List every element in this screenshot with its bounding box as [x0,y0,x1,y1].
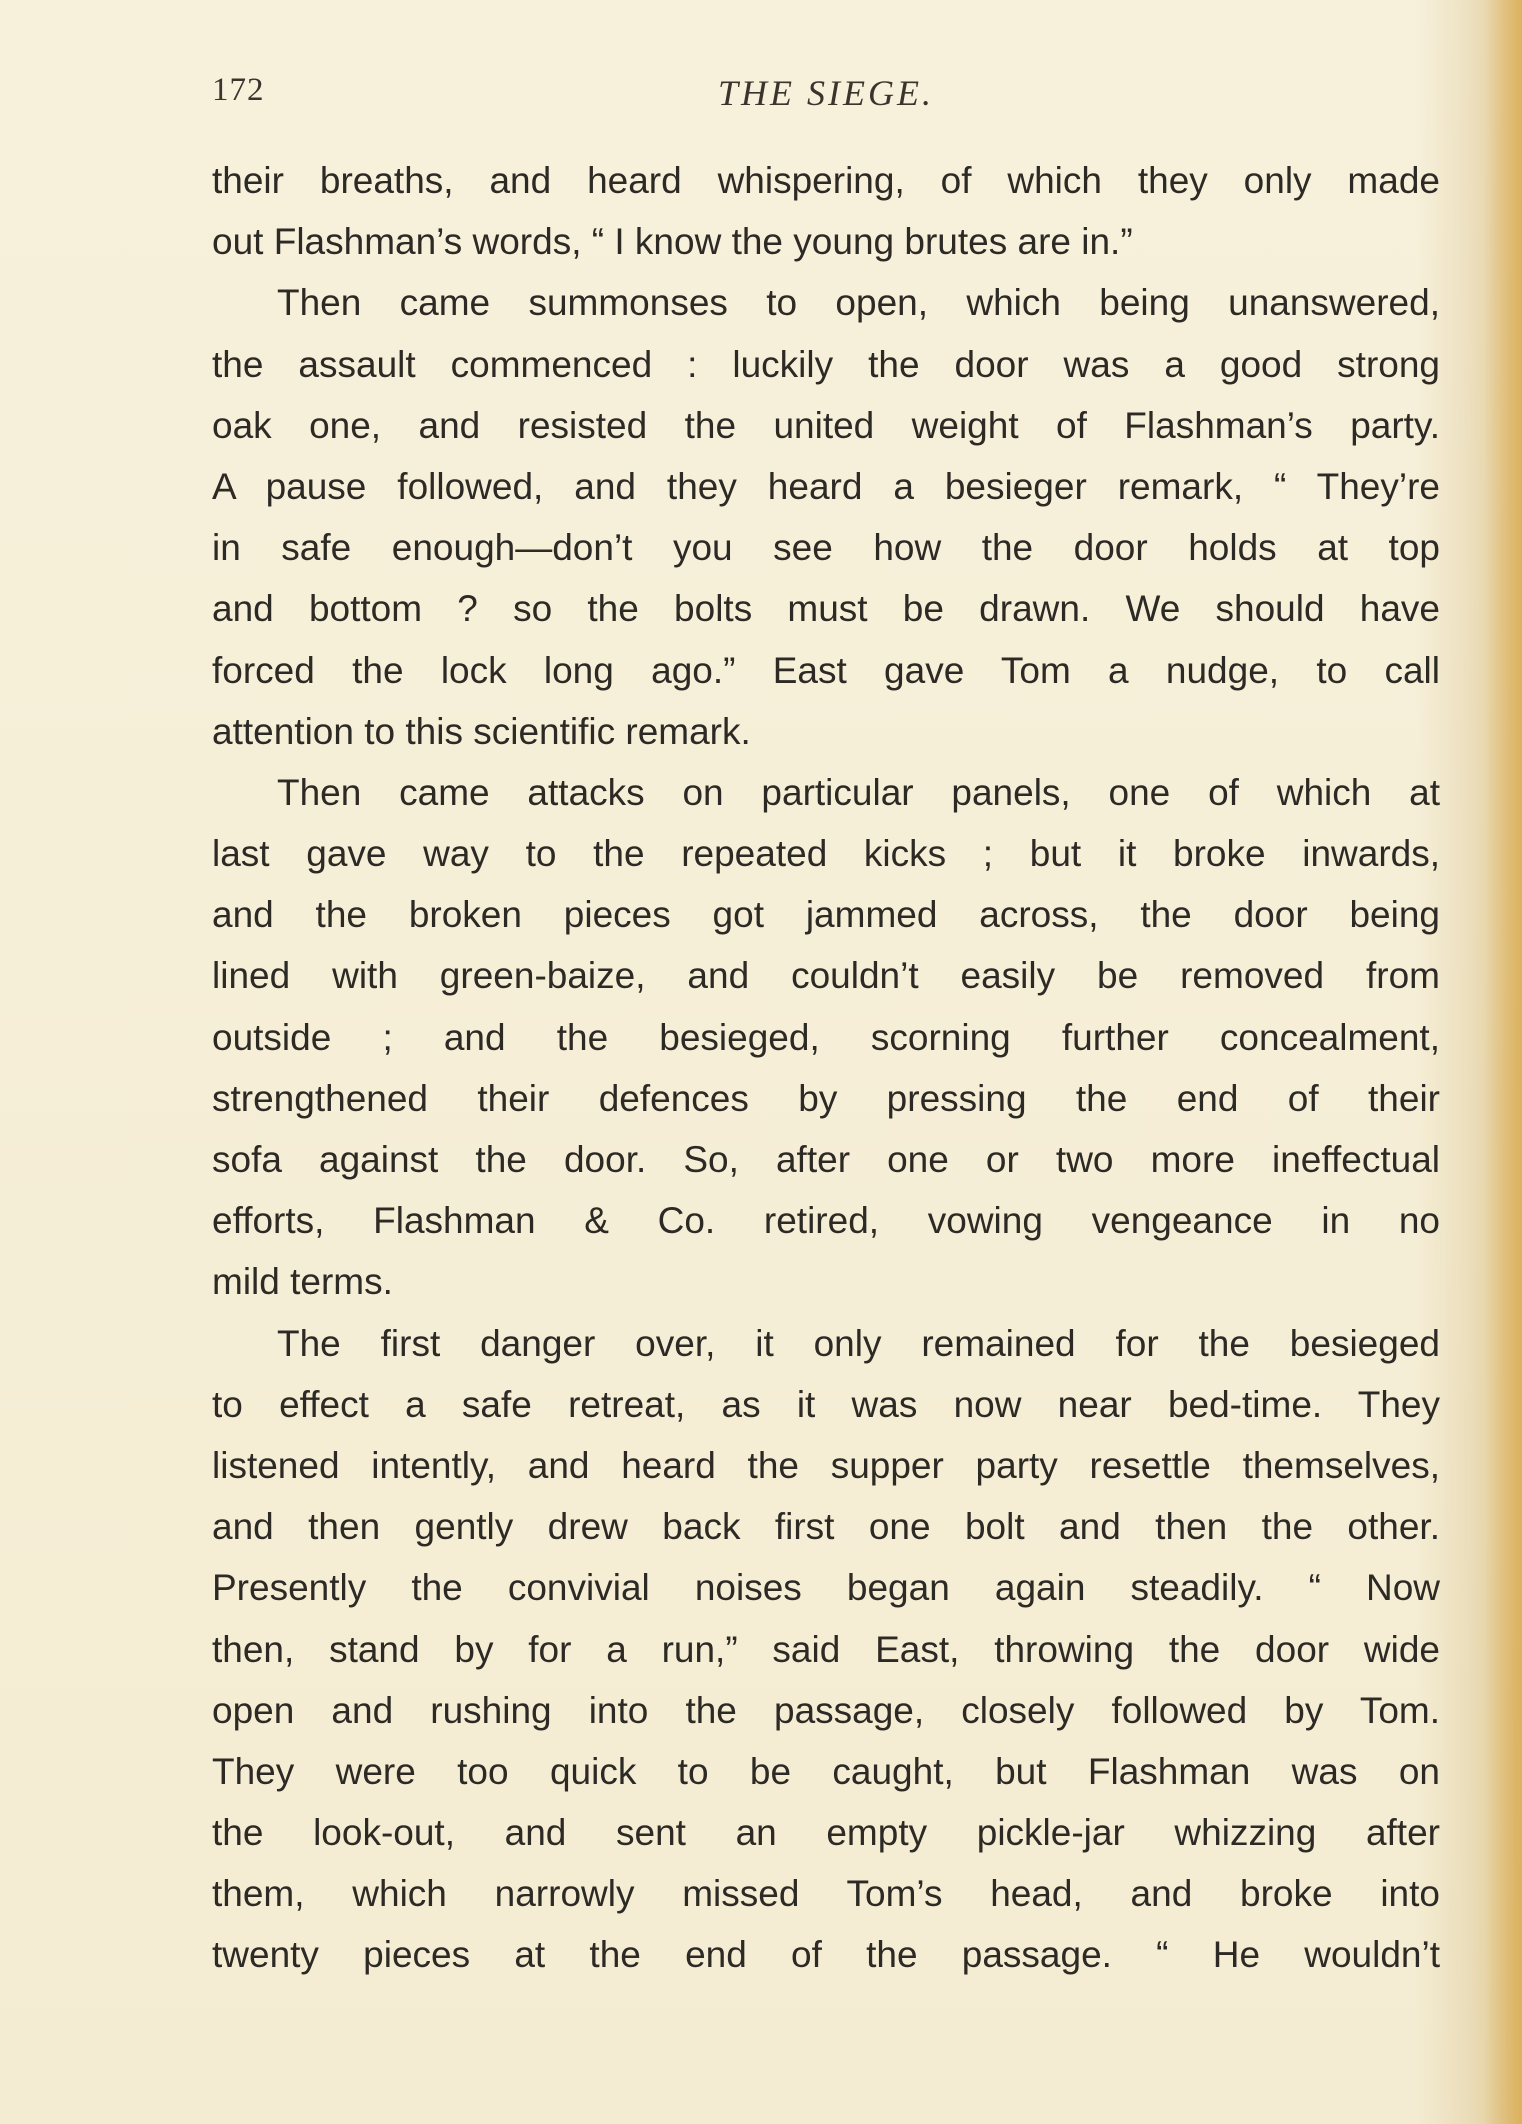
text-line: mild terms. [212,1261,393,1303]
page-edge-shading [1484,0,1522,2124]
text-line: oak one, and resisted the united weight of Flashman’s party. [212,404,1440,446]
paragraph-first-line: Then came attacks on particular panels, one of which at [277,771,1440,813]
text-line: strengthened their defences by pressing the end of their [212,1077,1440,1119]
text-line: Presently the convivial noises began again steadily. “ Now [212,1567,1440,1609]
text-line: listened intently, and heard the supper party resettle themselves, [212,1444,1440,1486]
running-head [212,72,1440,124]
text-line: A pause followed, and they heard a besieger remark, “ They’re [212,465,1440,507]
paragraph-first-line: The first danger over, it only remained for the besieged [277,1322,1440,1364]
text-line: lined with green-baize, and couldn’t easily be removed from [212,955,1440,997]
text-line: out Flashman’s words, “ I know the young brutes are in.” [212,221,1133,263]
text-line: and the broken pieces got jammed across, the door being [212,894,1440,936]
text-line: and then gently drew back first one bolt and then the other. [212,1506,1440,1548]
text-line: last gave way to the repeated kicks ; but it broke inwards, [212,833,1440,875]
text-line: them, which narrowly missed Tom’s head, and broke into [212,1873,1440,1915]
text-line: forced the lock long ago.” East gave Tom a nudge, to call [212,649,1440,691]
text-line: attention to this scientific remark. [212,710,751,752]
paragraph-first-line: Then came summonses to open, which being unanswered, [277,282,1440,324]
running-title: THE SIEGE. [718,73,934,113]
text-line: then, stand by for a run,” said East, throwing the door wide [212,1628,1440,1670]
text-line: twenty pieces at the end of the passage. “ He wouldn’t [212,1934,1440,1976]
text-line: sofa against the door. So, after one or two more ineffectual [212,1139,1440,1180]
text-line: their breaths, and heard whispering, of which they only made [212,160,1440,201]
text-line: in safe enough—don’t you see how the door holds at top [212,527,1440,569]
text-line: to effect a safe retreat, as it was now near bed-time. They [212,1383,1440,1425]
page-number: 172 [212,72,265,108]
text-line: They were too quick to be caught, but Flashman was on [212,1750,1440,1792]
text-line: and bottom ? so the bolts must be drawn. We should have [212,588,1440,630]
text-line: open and rushing into the passage, closely followed by Tom. [212,1689,1440,1731]
body-text [212,150,1440,1986]
text-line: the assault commenced : luckily the door was a good strong [212,343,1440,385]
text-line: the look-out, and sent an empty pickle-jar whizzing after [212,1812,1440,1854]
text-line: efforts, Flashman & Co. retired, vowing vengeance in no [212,1200,1440,1242]
text-line: outside ; and the besieged, scorning further concealment, [212,1016,1440,1058]
